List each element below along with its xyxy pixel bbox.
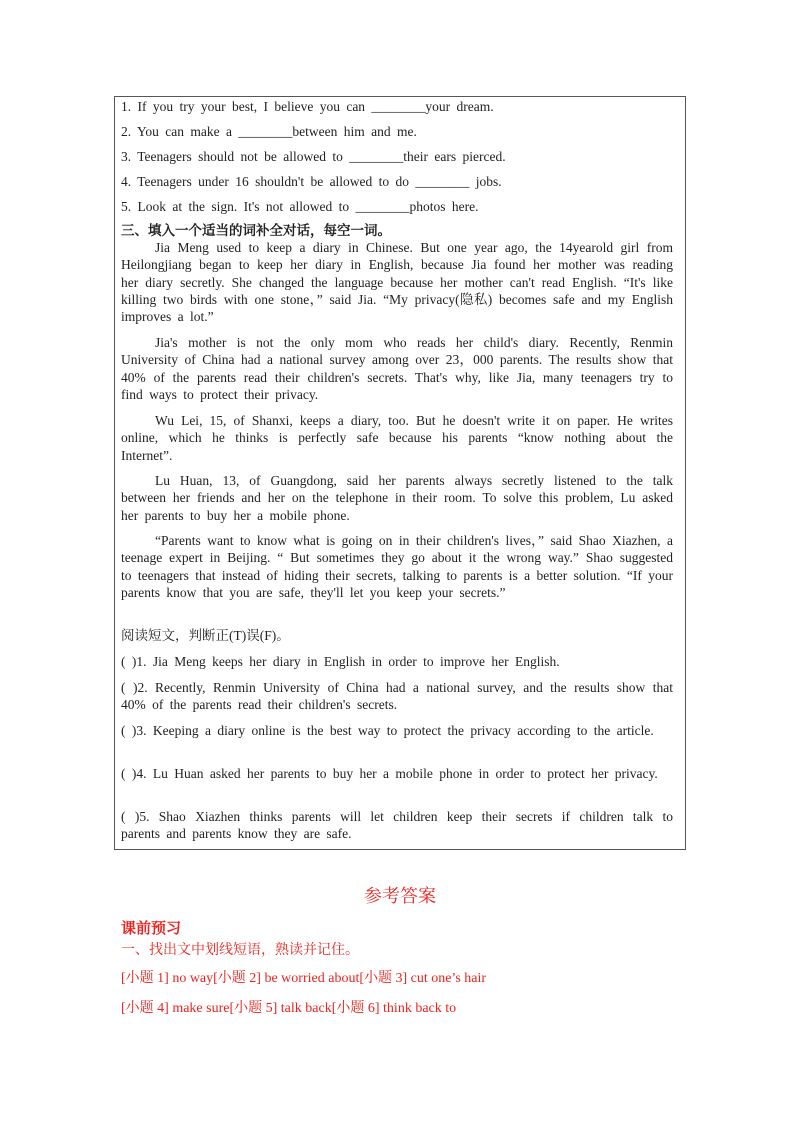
tf-item-5: ( )5. Shao Xiazhen thinks parents will let children keep their secrets if children talk to parents and parents know they are safe. — [121, 809, 673, 842]
tf-item-3: ( )3. Keeping a diary online is the best way to protect the privacy according to the article. — [121, 723, 654, 738]
answer-section-heading: 课前预习 — [121, 921, 182, 937]
tf-item-4: ( )4. Lu Huan asked her parents to buy her a mobile phone in order to protect her privacy. — [121, 766, 658, 781]
section3-heading: 三、填入一个适当的词补全对话，每空一词。 — [121, 223, 391, 238]
passage-paragraph-5: “Parents want to know what is going on in their children's lives，” said Shao Xiazhen, a teenage expert in Beijing. “ But sometimes they go about it the wrong way.” Shao suggested to teenagers that instead of hiding their secrets, talking to parents is a better solution. “If your parents know that you are safe, they'll let you keep your secrets.” — [121, 533, 673, 600]
tf-item-1: ( )1. Jia Meng keeps her diary in English in order to improve her English. — [121, 654, 560, 669]
passage-paragraph-4: Lu Huan, 13, of Guangdong, said her parents always secretly listened to the talk between her friends and her on the telephone in their room. To solve this problem, Lu asked her parents to buy her a mobile phone. — [121, 473, 673, 523]
tf-instruction: 阅读短文，判断正(T)误(F)。 — [121, 628, 290, 643]
fill-blank-item-5: 5. Look at the sign. It's not allowed to ________photos here. — [121, 199, 479, 214]
passage-paragraph-1: Jia Meng used to keep a diary in Chinese. But one year ago, the 14yearold girl from Heilongjiang began to keep her diary in English, because Jia found her mother was reading her diary secretly. She changed the language because her mother can't read English. “It's like killing two birds with one stone，” said Jia. “My privacy(隐私) becomes safe and my English improves a lot.” — [121, 240, 673, 325]
fill-blank-item-1: 1. If you try your best, I believe you can ________your dream. — [121, 99, 494, 114]
answer-line-2: [小题 4] make sure[小题 5] talk back[小题 6] think back to — [121, 1001, 457, 1016]
fill-blank-item-4: 4. Teenagers under 16 shouldn't be allowed to do ________ jobs. — [121, 174, 502, 189]
fill-blank-item-3: 3. Teenagers should not be allowed to ________their ears pierced. — [121, 149, 506, 164]
answer-subheading: 一、找出文中划线短语，熟读并记住。 — [121, 943, 359, 958]
answer-line-1: [小题 1] no way[小题 2] be worried about[小题 3] cut one’s hair — [121, 971, 487, 986]
passage-paragraph-3: Wu Lei, 15, of Shanxi, keeps a diary, too. But he doesn't write it on paper. He writes online, which he thinks is perfectly safe because his parents “know nothing about the Internet”. — [121, 413, 673, 463]
passage-paragraph-2: Jia's mother is not the only mom who reads her child's diary. Recently, Renmin University of China had a national survey among over 23，000 parents. The results show that 40% of the parents read their children's secrets. That's why, like Jia, many teenagers try to find ways to protect their privacy. — [121, 335, 673, 402]
answer-title: 参考答案 — [364, 886, 436, 906]
tf-item-2: ( )2. Recently, Renmin University of China had a national survey, and the results show that 40% of the parents read their children's secrets. — [121, 680, 673, 713]
fill-blank-item-2: 2. You can make a ________between him and me. — [121, 124, 417, 139]
